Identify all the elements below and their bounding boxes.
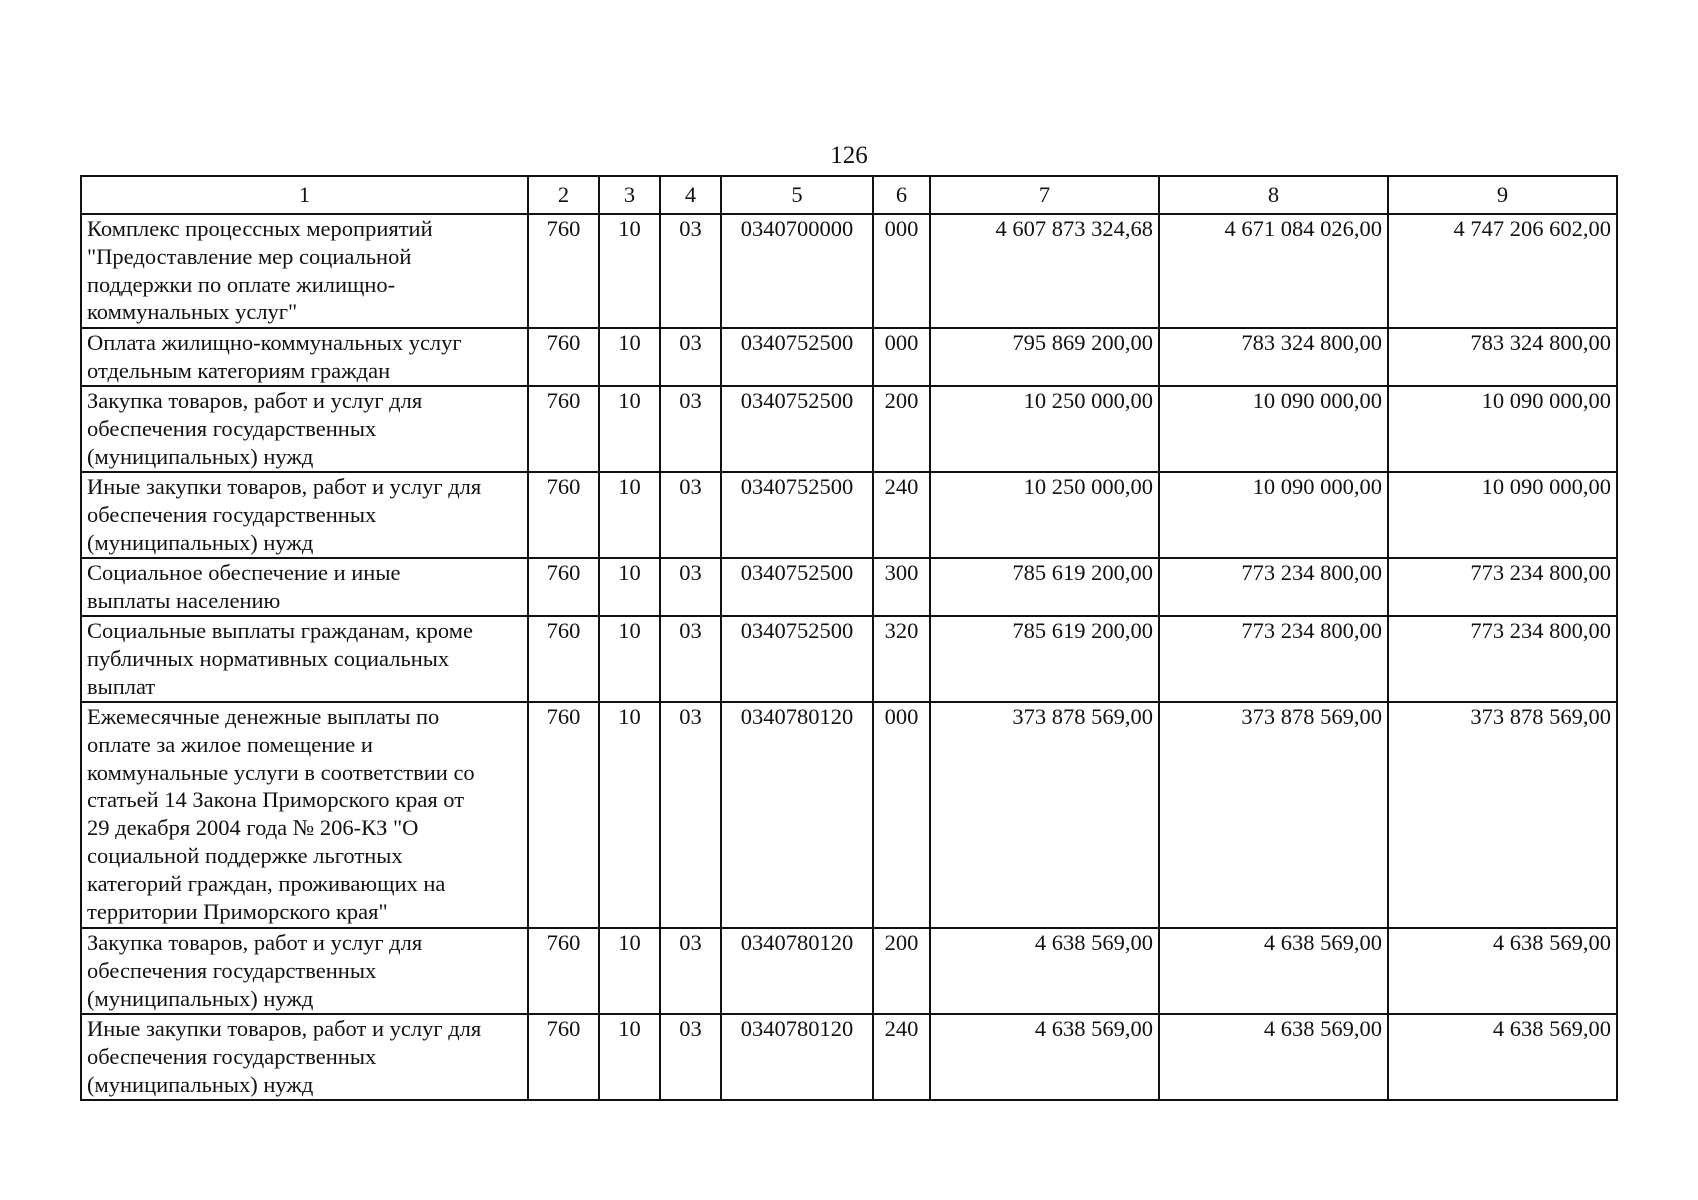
row-amount-col-8: 783 324 800,00 [1159, 328, 1388, 386]
row-target-article: 0340752500 [721, 328, 873, 386]
row-ministry-code: 760 [528, 702, 599, 928]
row-section-code: 10 [599, 386, 660, 472]
row-subsection-code: 03 [660, 386, 721, 472]
row-expense-type: 000 [873, 702, 930, 928]
row-subsection-code: 03 [660, 702, 721, 928]
row-ministry-code: 760 [528, 558, 599, 616]
table-row [81, 928, 1617, 1014]
row-section-code: 10 [599, 928, 660, 1014]
row-amount-col-7: 4 638 569,00 [930, 928, 1159, 1014]
row-amount-col-8: 4 638 569,00 [1159, 928, 1388, 1014]
row-section-code: 10 [599, 1014, 660, 1100]
row-amount-col-8: 4 638 569,00 [1159, 1014, 1388, 1100]
budget-table [80, 175, 1618, 1101]
header-col-6: 6 [873, 176, 930, 214]
row-amount-col-9: 373 878 569,00 [1388, 702, 1617, 928]
row-section-code: 10 [599, 214, 660, 328]
row-expense-type: 240 [873, 1014, 930, 1100]
table-row [81, 214, 1617, 328]
row-amount-col-9: 773 234 800,00 [1388, 558, 1617, 616]
row-expense-type: 320 [873, 616, 930, 702]
row-target-article: 0340752500 [721, 558, 873, 616]
row-amount-col-9: 783 324 800,00 [1388, 328, 1617, 386]
row-target-article: 0340780120 [721, 928, 873, 1014]
row-name-text: Закупка товаров, работ и услуг для обеспечения государственных (муниципальных) нужд [87, 388, 423, 469]
row-name-text: Закупка товаров, работ и услуг для обеспечения государственных (муниципальных) нужд [87, 930, 423, 1011]
row-amount-col-7: 4 638 569,00 [930, 1014, 1159, 1100]
header-col-1: 1 [81, 176, 528, 214]
table-row [81, 328, 1617, 386]
row-amount-col-8: 10 090 000,00 [1159, 386, 1388, 472]
header-col-4: 4 [660, 176, 721, 214]
row-name [81, 702, 528, 928]
page-number: 126 [830, 142, 868, 169]
table-row [81, 1014, 1617, 1100]
row-name [81, 472, 528, 558]
row-name [81, 214, 528, 328]
row-section-code: 10 [599, 558, 660, 616]
row-expense-type: 000 [873, 214, 930, 328]
row-name-text: Социальное обеспечение и иные выплаты населению [87, 560, 401, 613]
row-amount-col-9: 10 090 000,00 [1388, 472, 1617, 558]
row-target-article: 0340780120 [721, 1014, 873, 1100]
header-col-7: 7 [930, 176, 1159, 214]
row-ministry-code: 760 [528, 928, 599, 1014]
row-amount-col-8: 10 090 000,00 [1159, 472, 1388, 558]
row-name [81, 558, 528, 616]
header-row [81, 176, 1617, 214]
row-amount-col-7: 10 250 000,00 [930, 472, 1159, 558]
row-expense-type: 200 [873, 928, 930, 1014]
row-name [81, 1014, 528, 1100]
row-amount-col-8: 773 234 800,00 [1159, 616, 1388, 702]
row-name [81, 386, 528, 472]
row-ministry-code: 760 [528, 616, 599, 702]
row-amount-col-7: 795 869 200,00 [930, 328, 1159, 386]
row-amount-col-9: 4 638 569,00 [1388, 928, 1617, 1014]
row-subsection-code: 03 [660, 328, 721, 386]
table-row [81, 558, 1617, 616]
row-amount-col-9: 4 638 569,00 [1388, 1014, 1617, 1100]
row-expense-type: 000 [873, 328, 930, 386]
row-subsection-code: 03 [660, 1014, 721, 1100]
row-name-text: Социальные выплаты гражданам, кроме публичных нормативных социальных выплат [87, 618, 473, 699]
row-amount-col-7: 4 607 873 324,68 [930, 214, 1159, 328]
row-amount-col-8: 4 671 084 026,00 [1159, 214, 1388, 328]
row-ministry-code: 760 [528, 472, 599, 558]
row-target-article: 0340700000 [721, 214, 873, 328]
row-section-code: 10 [599, 616, 660, 702]
row-section-code: 10 [599, 702, 660, 928]
table-row [81, 702, 1617, 928]
header-col-2: 2 [528, 176, 599, 214]
row-target-article: 0340752500 [721, 616, 873, 702]
table-row [81, 472, 1617, 558]
row-section-code: 10 [599, 472, 660, 558]
row-ministry-code: 760 [528, 386, 599, 472]
header-col-8: 8 [1159, 176, 1388, 214]
row-amount-col-9: 773 234 800,00 [1388, 616, 1617, 702]
row-target-article: 0340752500 [721, 472, 873, 558]
row-target-article: 0340752500 [721, 386, 873, 472]
row-name [81, 328, 528, 386]
row-subsection-code: 03 [660, 616, 721, 702]
row-subsection-code: 03 [660, 928, 721, 1014]
row-amount-col-7: 785 619 200,00 [930, 616, 1159, 702]
row-subsection-code: 03 [660, 558, 721, 616]
row-name-text: Ежемесячные денежные выплаты по оплате за жилое помещение и коммунальные услуги в соответствии со статьей 14 Закона Приморского края от 29 декабря 2004 года № 206-КЗ "О социальной поддержке льготных категорий граждан, проживающих на территории Приморского края" [87, 704, 475, 924]
row-subsection-code: 03 [660, 472, 721, 558]
row-amount-col-7: 785 619 200,00 [930, 558, 1159, 616]
row-amount-col-9: 10 090 000,00 [1388, 386, 1617, 472]
header-col-9: 9 [1388, 176, 1617, 214]
row-name-text: Иные закупки товаров, работ и услуг для обеспечения государственных (муниципальных) нужд [87, 474, 482, 555]
header-col-5: 5 [721, 176, 873, 214]
row-ministry-code: 760 [528, 328, 599, 386]
row-target-article: 0340780120 [721, 702, 873, 928]
row-name-text: Комплекс процессных мероприятий "Предоставление мер социальной поддержки по оплате жилищно- коммунальных услуг" [87, 216, 433, 325]
row-subsection-code: 03 [660, 214, 721, 328]
row-amount-col-7: 373 878 569,00 [930, 702, 1159, 928]
row-amount-col-7: 10 250 000,00 [930, 386, 1159, 472]
header-col-3: 3 [599, 176, 660, 214]
row-expense-type: 300 [873, 558, 930, 616]
row-name [81, 616, 528, 702]
row-amount-col-9: 4 747 206 602,00 [1388, 214, 1617, 328]
row-amount-col-8: 373 878 569,00 [1159, 702, 1388, 928]
table-row [81, 386, 1617, 472]
row-name [81, 928, 528, 1014]
row-amount-col-8: 773 234 800,00 [1159, 558, 1388, 616]
row-name-text: Оплата жилищно-коммунальных услуг отдельным категориям граждан [87, 330, 462, 383]
row-ministry-code: 760 [528, 1014, 599, 1100]
table-row [81, 616, 1617, 702]
row-ministry-code: 760 [528, 214, 599, 328]
row-name-text: Иные закупки товаров, работ и услуг для обеспечения государственных (муниципальных) нужд [87, 1016, 482, 1097]
row-section-code: 10 [599, 328, 660, 386]
row-expense-type: 200 [873, 386, 930, 472]
row-expense-type: 240 [873, 472, 930, 558]
